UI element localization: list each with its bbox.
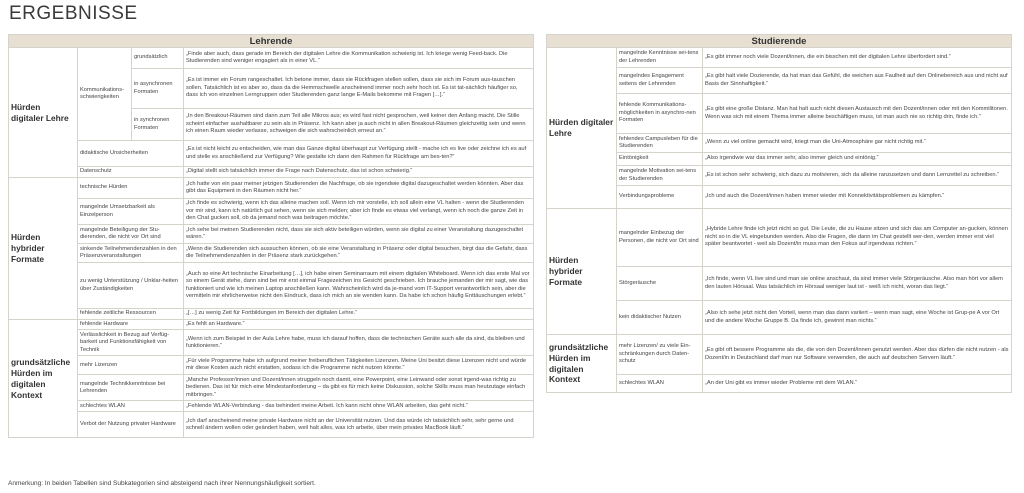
quote-cell: „Fehlende WLAN-Verbindung - das behindert meine Arbeit. Ich kann nicht ohne WLAN arbeiten, das geht nicht.“: [184, 401, 534, 412]
quote-cell: „Ich finde es schwierig, wenn ich das alleine machen soll. Wenn ich mir vorstelle, ich soll allein eine VL halten - wenn die Studierenden vor mir sind, kann ich natürlich gut sehen, wenn sie sich melden; aber ich finde es etwas viel verlangt, wenn ich noch die ganze Zeit in den Chat gucken soll, ob da jemand noch was beitragen möchte.“: [184, 199, 534, 225]
subcategory-label: mangelnder Einbezug der Personen, die nicht vor Ort sind: [617, 209, 703, 267]
subcategory-label: fehlende zeitliche Ressourcen: [78, 309, 184, 320]
quote-cell: „Hybride Lehre finde ich jetzt nicht so gut. Die Leute, die zu Hause sitzen und sich das am Computer an-gucken, können nicht so in die VL eingebunden werden. Also die Fragen, die dann im Chat gestellt wer-den, werden immer erst viel später beantwortet - weil als Dozent/in muss man den Fokus auf irgendwas richten.“: [703, 209, 1012, 267]
quote-cell: „Wenn ich zum Beispiel in der Aula Lehre habe, muss ich darauf hoffen, dass die technischen Geräte auch alle da sind, da bleiben und funktionieren.“: [184, 330, 534, 356]
subcategory-label: technische Hürden: [78, 178, 184, 199]
subcategory-label: mangelnde Umsetzbarkeit als Einzelperson: [78, 199, 184, 225]
studierende-header: Studierende: [547, 35, 1012, 48]
subcategory-label: grundsätzlich: [132, 48, 184, 69]
subcategory-label: Verlässlichkeit in Bezug auf Verfüg-barkeit und Funktionsfähigkeit von Technik: [78, 330, 184, 356]
subcategory-label: mangelnde Beteiligung der Stu-dierenden, die nicht vor Ort sind: [78, 225, 184, 244]
quote-cell: „In den Breakout-Räumen sind dann zum Teil alle Mikros aus; es wird fast nicht gesprochen, weil keiner den Anfang macht. Die Stille scheint einfacher aushaltbarer zu sein als in Präsenz. Ich kann aber ja auch nicht in allen Breakout-Räumen gleichzeitig sein und wenn ich einen Raum wieder verlasse, schweigen die sich wahrscheinlich erneut an.“: [184, 109, 534, 141]
quote-cell: „Ich darf anscheinend meine private Hardware nicht an der Universität nutzen. Und das würde ich tatsächlich sehr, sehr gerne und schnell ändern wollen oder geändert haben, weil halt alles, was ich arbeite, über mein privates MacBook läuft.“: [184, 412, 534, 438]
quote-cell: „Es fehlt an Hardware.“: [184, 320, 534, 330]
subcategory-label: in asynchronen Formaten: [132, 69, 184, 109]
quote-cell: „Auch so eine Art technische Einarbeitung […], ich habe einen Seminarraum mit einem digitalen Whiteboard. Wenn ich das erste Mal vor so einem Gerät stehe, dann sind bei mir erst einmal Fragezeichen ins Gesicht geschrieben. Ich brauche jemanden der mir sagt, wie das funktioniert und wie ich meinen Laptop anschließen kann. Wahrscheinlich wird da je-mand vom IT-Support verantwortlich sein, aber die vermitteln mir ehrlicherweise nicht den Eindruck, dass ich mich an sie wenden kann. Da habe ich schon häufig Enttäuschungen erlebt.“: [184, 263, 534, 309]
quote-cell: „An der Uni gibt es immer wieder Probleme mit dem WLAN.“: [703, 375, 1012, 393]
subcategory-label: Kommunikations-schwierigkeiten: [78, 48, 132, 141]
quote-cell: „Also irgendwie war das immer sehr, also immer gleich und eintönig.“: [703, 153, 1012, 166]
subcategory-label: in synchronen Formaten: [132, 109, 184, 141]
quote-cell: „Es gibt immer noch viele Dozent/innen, die ein bisschen mit der digitalen Lehre überfordert sind.“: [703, 48, 1012, 68]
subcategory-label: fehlende Kommunikations-möglichkeiten in asynchro-nen Formaten: [617, 94, 703, 134]
subcategory-label: didaktische Unsicherheiten: [78, 141, 184, 167]
quote-cell: „Ich sehe bei meinen Studierenden nicht, dass sie sich aktiv beteiligen würden, wenn sie digital zu einer Veranstaltung dazugeschaltet wären.“: [184, 225, 534, 244]
subcategory-label: Verbot der Nutzung privater Hardware: [78, 412, 184, 438]
subcategory-label: mehr Lizenzen: [78, 356, 184, 375]
subcategory-label: mangelnde Kenntnisse sei-tens der Lehrenden: [617, 48, 703, 68]
page-title: ERGEBNISSE: [9, 3, 138, 24]
subcategory-label: Datenschutz: [78, 167, 184, 178]
subcategory-label: schlechtes WLAN: [617, 375, 703, 393]
category-label: grundsätzliche Hürden im digitalen Kontext: [547, 335, 617, 393]
quote-cell: „Also ich sehe jetzt nicht den Vorteil, wenn man das dann variiert – wenn man sagt, eine Woche ist Grup-pe A vor Ort und die andere Woche Gruppe B. Da finde ich, gewinnt man nichts.“: [703, 301, 1012, 335]
quote-cell: „Es gibt halt viele Dozierende, da hat man das Gefühl, die weichen aus Faulheit auf den Onlinebereich aus und nicht auf Basis der Sinnhaftigkeit.“: [703, 68, 1012, 94]
lehrende-header: Lehrende: [9, 35, 534, 48]
category-label: grundsätzliche Hürden im digitalen Kontext: [9, 320, 78, 438]
subcategory-label: schlechtes WLAN: [78, 401, 184, 412]
footnote: Anmerkung: In beiden Tabellen sind Subkategorien sind absteigend nach ihrer Nennungshäufigkeit sortiert.: [8, 480, 316, 487]
category-label: Hürden digitaler Lehre: [547, 48, 617, 209]
category-label: Hürden digitaler Lehre: [9, 48, 78, 178]
subcategory-label: fehlendes Campusleben für die Studierenden: [617, 134, 703, 153]
subcategory-label: zu wenig Unterstützung / Unklar-heiten über Zuständigkeiten: [78, 263, 184, 309]
quote-cell: „Es ist immer ein Forum rangeschaltet. Ich betone immer, dass sie Rückfragen stellen sollen, dass sie sich im Forum aus-tauschen sollen. Tatsächlich ist es aber so, dass da die Hemmschwelle anscheinend immer noch sehr hoch ist. Es ist tat-sächlich häufiger so, dass ich von einzelnen Lerngruppen oder Studierenden ganz lange E-Mails bekomme mit Fragen […].“: [184, 69, 534, 109]
subcategory-label: mehr Lizenzen/ zu viele Ein-schränkungen durch Daten-schutz: [617, 335, 703, 375]
category-label: Hürden hybrider Formate: [9, 178, 78, 320]
subcategory-label: sinkende Teilnehmendenzahlen in den Präsenzveranstaltungen: [78, 244, 184, 263]
quote-cell: „Es gibt oft bessere Programme als die, die von den Dozent/innen genutzt werden. Aber das dürfen die nicht nutzen - als Dozent/in in Deutschland darf man nur Software verwenden, die auch auf deutschen Servern läuft.“: [703, 335, 1012, 375]
subcategory-label: fehlende Hardware: [78, 320, 184, 330]
quote-cell: „Ich und auch die Dozent/innen haben immer wieder mit Konnektivitätsproblemen zu kämpfen.“: [703, 186, 1012, 209]
category-label: Hürden hybrider Formate: [547, 209, 617, 335]
quote-cell: „Ich finde, wenn VL live sind und man sie online anschaut, da sind immer viele Störgeräusche. Also man hört vor allem den lauten Hörsaal. Was tatsächlich im Hörsaal weniger laut ist - weiß ich nicht, woran das liegt.“: [703, 267, 1012, 301]
subcategory-label: Verbindungsprobleme: [617, 186, 703, 209]
quote-cell: „Manche Professor/innen und Dozent/innen struggeln noch damit, eine Powerpoint, eine Leinwand oder sonst irgend-was richtig zu bedienen. Das ist für mich eine Mindestanforderung – da gibt es für mich keine Diskussion, solche Skills muss man heutzutage einfach mitbringen.“: [184, 375, 534, 401]
studierende-panel: [546, 34, 1012, 393]
subcategory-label: kein didaktischer Nutzen: [617, 301, 703, 335]
quote-cell: „Es gibt eine große Distanz. Man hat halt auch nicht diesen Austausch mit den Dozent/innen oder mit den Kommilitonen. Wenn was sich mit einem Thema immer alleine beschäftigen muss, ist man auch nie so richtig drin, finde ich.“: [703, 94, 1012, 134]
quote-cell: „Ich hatte von ein paar meiner jetzigen Studierenden die Nachfrage, ob sie irgendwie digital dazugeschaltet werden könnten. Aber das gibt das Equipment in den Räumen nicht her.“: [184, 178, 534, 199]
quote-cell: „Wenn die Studierenden sich aussuchen können, ob sie eine Veranstaltung in Präsenz oder digital besuchen, birgt das die Gefahr, dass die Teilnehmendenzahlen in der Präsenz stark zurückgehen.“: [184, 244, 534, 263]
lehrende-table: [8, 34, 534, 438]
subcategory-label: Eintönigkeit: [617, 153, 703, 166]
subcategory-label: mangelnde Technikkenntnisse bei Lehrenden: [78, 375, 184, 401]
subcategory-label: mangelndes Engagement seitens der Lehrenden: [617, 68, 703, 94]
studierende-table: [546, 34, 1012, 393]
quote-cell: „Es ist nicht leicht zu entscheiden, wie man das Ganze digital überhaupt zur Verfügung stellt - mache ich es live oder zeichne ich es auf und stelle es anschließend zur Verfügung? Wie gestalte ich dann den Rahmen für Rückfrage am bes-ten?“: [184, 141, 534, 167]
subcategory-label: mangelnde Motivation sei-tens der Studierenden: [617, 166, 703, 186]
quote-cell: „Finde aber auch, dass gerade im Bereich der digitalen Lehre die Kommunikation schwierig ist. Ich kriege wenig Feed-back. Die Studierenden sind weniger engagiert als in einer VL.“: [184, 48, 534, 69]
quote-cell: „Für viele Programme habe ich aufgrund meiner freiberuflichen Tätigkeiten Lizenzen. Meine Uni besitzt diese Lizenzen nicht und würde mir diese Kosten auch nicht erstatten, sodass ich die Programme nicht nutzen könnte.“: [184, 356, 534, 375]
lehrende-panel: [8, 34, 534, 438]
quote-cell: „Es ist schon sehr schwierig, sich dazu zu motivieren, sich da alleine ranzusetzen und dann Lernzettel zu schreiben.“: [703, 166, 1012, 186]
quote-cell: „Wenn zu viel online gemacht wird, kriegt man die Uni-Atmosphäre gar nicht richtig mit.“: [703, 134, 1012, 153]
subcategory-label: Störgeräusche: [617, 267, 703, 301]
quote-cell: „Digital stellt sich tatsächlich immer die Frage nach Datenschutz, das ist schon schwierig.“: [184, 167, 534, 178]
quote-cell: „[…] zu wenig Zeit für Fortbildungen im Bereich der digitalen Lehre.“: [184, 309, 534, 320]
